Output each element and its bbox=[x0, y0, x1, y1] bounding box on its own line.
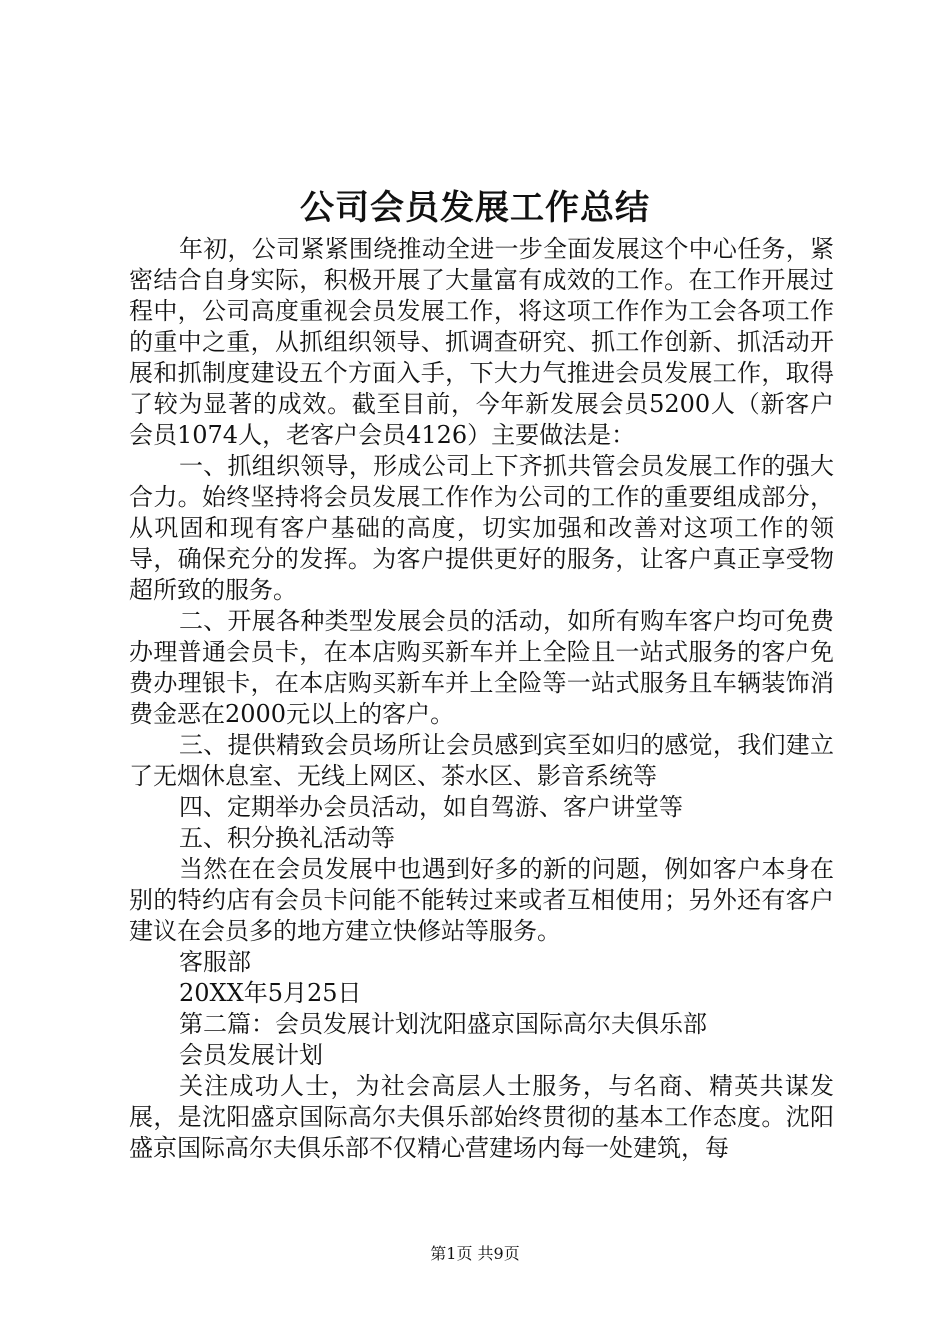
document-body bbox=[129, 234, 834, 1164]
paragraph-point-4: 四、定期举办会员活动，如自驾游、客户讲堂等 bbox=[179, 793, 683, 821]
paragraph-point-2: 二、开展各种类型发展会员的活动，如所有购车客户均可免费办理普通会员卡，在本店购买新车并上全险且一站式服务的客户免费办理银卡，在本店购买新车并上全险等一站式服务且车辆装饰消费金恶在2000元以上的客户。 bbox=[129, 607, 834, 728]
signature-department: 客服部 bbox=[179, 948, 251, 976]
paragraph-point-1: 一、抓组织领导，形成公司上下齐抓共管会员发展工作的强大合力。始终坚持将会员发展工作作为公司的工作的重要组成部分，从巩固和现有客户基础的高度，切实加强和改善对这项工作的领导，确保充分的发挥。为客户提供更好的服务，让客户真正享受物超所致的服务。 bbox=[129, 452, 834, 604]
document-title: 公司会员发展工作总结 bbox=[300, 188, 650, 228]
section-subheading: 会员发展计划 bbox=[179, 1041, 323, 1069]
paragraph-part-two-intro: 关注成功人士，为社会高层人士服务，与名商、精英共谋发展，是沈阳盛京国际高尔夫俱乐部始终贯彻的基本工作态度。沈阳盛京国际高尔夫俱乐部不仅精心营建场内每一处建筑，每 bbox=[129, 1072, 834, 1162]
section-heading-part-two: 第二篇：会员发展计划沈阳盛京国际高尔夫俱乐部 bbox=[179, 1010, 707, 1038]
paragraph-point-3: 三、提供精致会员场所让会员感到宾至如归的感觉，我们建立了无烟休息室、无线上网区、茶水区、影音系统等 bbox=[129, 731, 834, 790]
paragraph-intro: 年初，公司紧紧围绕推动全进一步全面发展这个中心任务，紧密结合自身实际，积极开展了大量富有成效的工作。在工作开展过程中，公司高度重视会员发展工作，将这项工作作为工会各项工作的重中之重，从抓组织领导、抓调查研究、抓工作创新、抓活动开展和抓制度建设五个方面入手，下大力气推进会员发展工作，取得了较为显著的成效。截至目前，今年新发展会员5200人（新客户会员1074人，老客户会员4126）主要做法是： bbox=[129, 235, 834, 449]
paragraph-point-5: 五、积分换礼活动等 bbox=[179, 824, 395, 852]
signature-date: 20XX年5月25日 bbox=[179, 979, 362, 1007]
paragraph-problems: 当然在在会员发展中也遇到好多的新的问题，例如客户本身在别的特约店有会员卡问能不能转过来或者互相使用；另外还有客户建议在会员多的地方建立快修站等服务。 bbox=[129, 855, 834, 945]
page-number-footer: 第1页 共9页 bbox=[430, 1244, 520, 1263]
